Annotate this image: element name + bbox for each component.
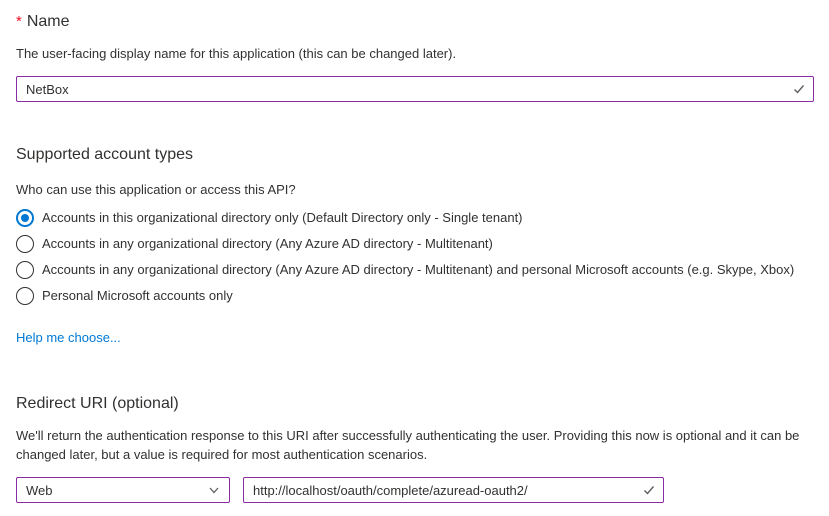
radio-button-icon[interactable] — [16, 235, 34, 253]
radio-option-multitenant[interactable] — [16, 234, 814, 254]
account-types-radio-group — [16, 208, 814, 306]
redirect-uri-heading: Redirect URI (optional) — [16, 395, 179, 412]
name-input[interactable] — [16, 76, 814, 102]
platform-select-dropdown[interactable] — [16, 477, 230, 503]
name-input-wrap — [16, 76, 814, 102]
radio-option-label: Accounts in this organizational directory only (Default Directory only - Single tenant) — [42, 210, 523, 225]
redirect-uri-controls — [16, 477, 814, 503]
chevron-down-icon — [207, 483, 221, 497]
account-types-heading: Supported account types — [16, 146, 194, 163]
name-description: The user-facing display name for this application (this can be changed later). — [16, 46, 457, 61]
platform-selected-value: Web — [26, 482, 53, 498]
radio-option-personal-only[interactable] — [16, 286, 814, 306]
name-label: Name — [26, 13, 70, 30]
radio-option-multitenant-personal[interactable] — [16, 260, 814, 280]
redirect-uri-input[interactable] — [243, 477, 664, 503]
account-types-question: Who can use this application or access this API? — [16, 182, 296, 197]
radio-button-icon[interactable] — [16, 261, 34, 279]
redirect-uri-description: We'll return the authentication response to this URI after successfully authenticating the user. Providing this now is optional and it can be changed later, but a value is required for most authentication scenarios. — [16, 428, 800, 462]
help-me-choose-link[interactable]: Help me choose... — [16, 330, 121, 345]
radio-option-label: Accounts in any organizational directory (Any Azure AD directory - Multitenant) — [42, 236, 493, 251]
name-section-heading — [16, 12, 814, 31]
radio-button-icon[interactable] — [16, 209, 34, 227]
radio-option-single-tenant[interactable] — [16, 208, 814, 228]
radio-option-label: Accounts in any organizational directory (Any Azure AD directory - Multitenant) and personal Microsoft accounts (e.g. Skype, Xbox) — [42, 262, 795, 277]
redirect-uri-input-wrap — [243, 477, 664, 503]
radio-option-label: Personal Microsoft accounts only — [42, 288, 233, 303]
required-asterisk: * — [16, 13, 22, 30]
radio-button-icon[interactable] — [16, 287, 34, 305]
